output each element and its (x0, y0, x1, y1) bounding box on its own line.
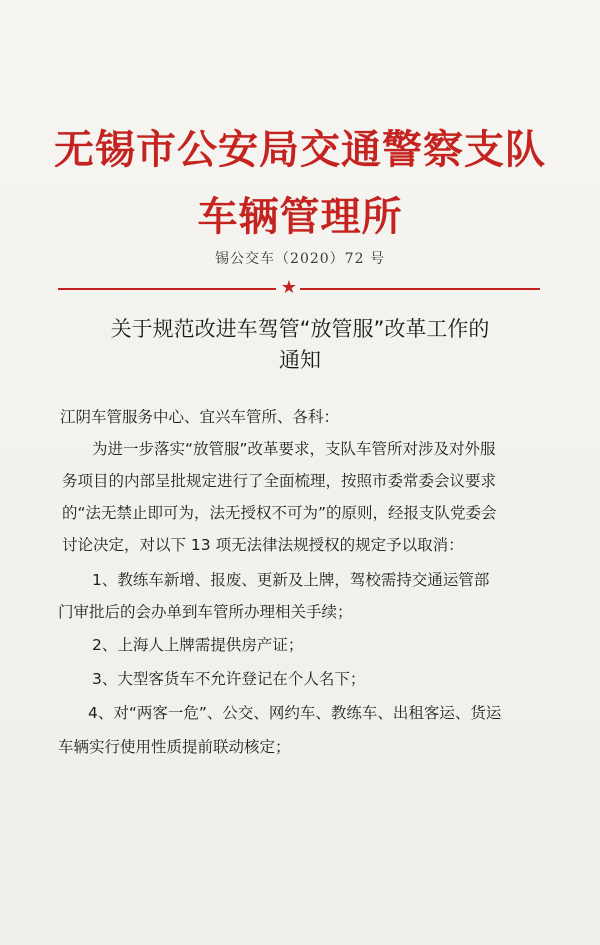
red-separator-left (58, 288, 276, 290)
list-item: 4、对“两客一危”、公交、网约车、教练车、出租客运、货运 (88, 704, 502, 722)
list-item: 3、大型客货车不允许登记在个人名下； (92, 670, 366, 688)
body-paragraph-line: 讨论决定，对以下 13 项无法律法规授权的规定予以取消： (62, 536, 464, 554)
document-number: 锡公交车（2020）72 号 (215, 251, 385, 267)
body-paragraph-line: 的“法无禁止即可为，法无授权不可为”的原则，经报支队党委会 (62, 504, 497, 522)
body-paragraph-line: 为进一步落实“放管服”改革要求，支队车管所对涉及对外服 (92, 440, 496, 458)
list-item: 1、教练车新增、报废、更新及上牌，驾校需持交通运管部 (92, 571, 490, 589)
body-paragraph-line: 务项目的内部呈批规定进行了全面梳理，按照市委常委会议要求 (62, 472, 497, 490)
list-item: 2、上海人上牌需提供房产证； (92, 636, 304, 654)
list-item-continuation: 车辆实行使用性质提前联动核定； (58, 738, 291, 756)
notice-title-line-2: 通知 (279, 348, 321, 372)
issuing-department-name: 车辆管理所 (197, 193, 403, 240)
red-separator-right (300, 288, 540, 290)
issuing-organization-name: 无锡市公安局交通警察支队 (54, 126, 546, 173)
star-icon: ★ (280, 277, 298, 298)
list-item-continuation: 门审批后的会办单到车管所办理相关手续； (58, 603, 353, 621)
recipients-line: 江阴车管服务中心、宜兴车管所、各科： (60, 408, 340, 426)
notice-title-line-1: 关于规范改进车驾管“放管服”改革工作的 (110, 317, 490, 341)
